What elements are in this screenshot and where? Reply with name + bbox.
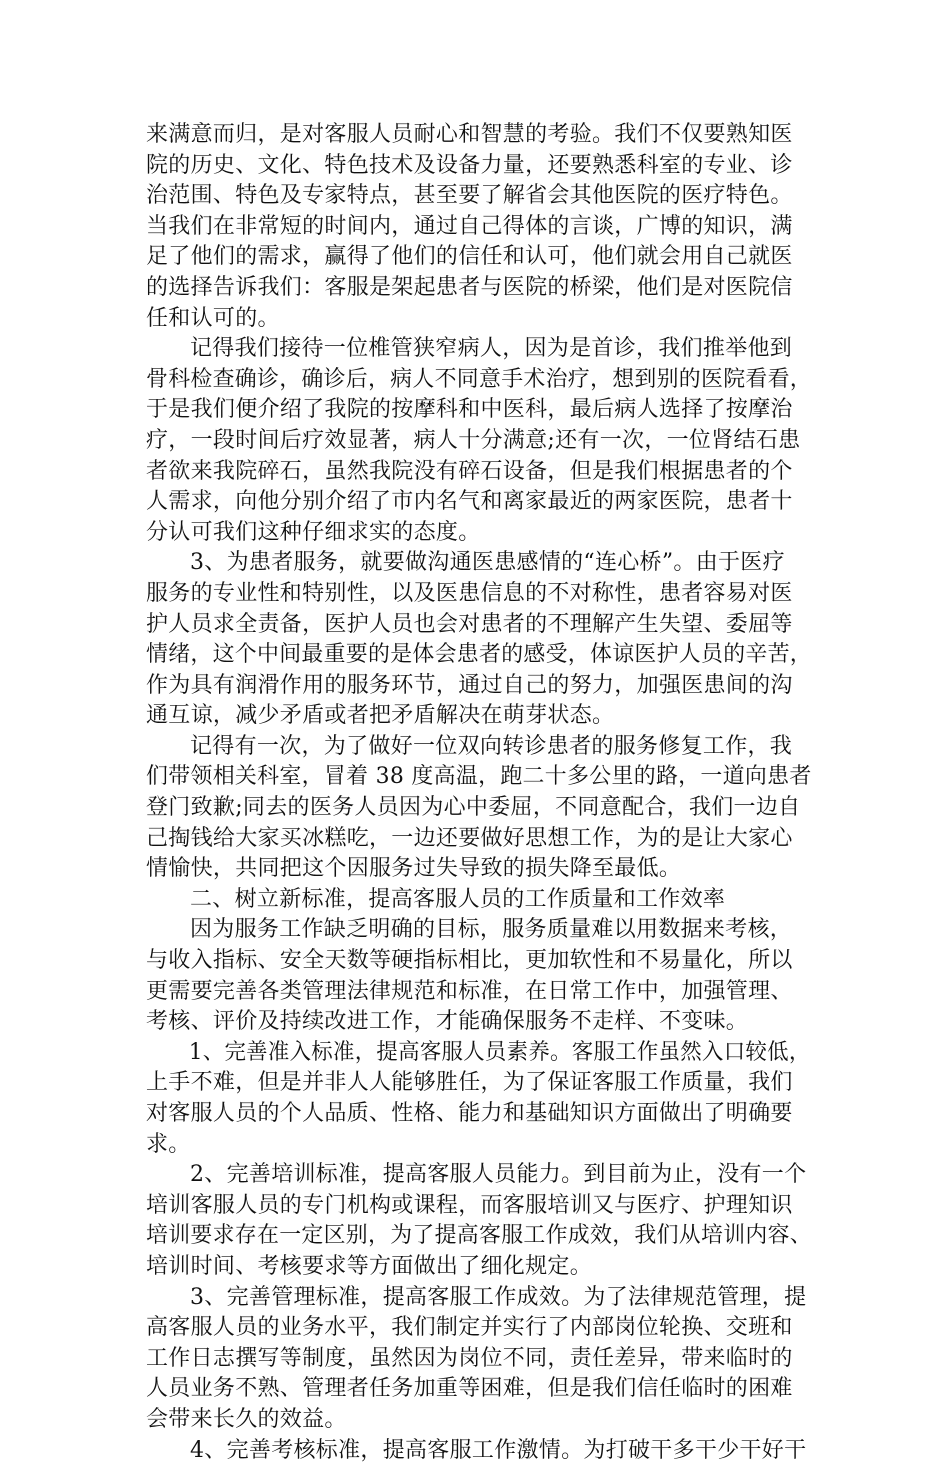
text-line: 当我们在非常短的时间内，通过自己得体的言谈，广博的知识，满 <box>146 213 793 239</box>
text-line: 疗，一段时间后疗效显著，病人十分满意;还有一次，一位肾结石患 <box>146 427 801 453</box>
text-line: 1、完善准入标准，提高客服人员素养。客服工作虽然入口较低， <box>188 1039 811 1065</box>
text-line: 记得有一次，为了做好一位双向转诊患者的服务修复工作，我 <box>190 733 793 759</box>
text-line: 登门致歉;同去的医务人员因为心中委屈，不同意配合，我们一边自 <box>146 795 801 821</box>
text-line: 培训客服人员的专门机构或课程，而客服培训又与医疗、护理知识 <box>146 1192 793 1218</box>
text-line: 的选择告诉我们：客服是架起患者与医院的桥梁，他们是对医院信 <box>146 274 793 300</box>
text-line: 因为服务工作缺乏明确的目标，服务质量难以用数据来考核， <box>190 917 793 943</box>
text-line: 者欲来我院碎石，虽然我院没有碎石设备，但是我们根据患者的个 <box>146 458 793 484</box>
text-line: 2、完善培训标准，提高客服人员能力。到目前为止，没有一个 <box>190 1162 807 1188</box>
text-line: 3、为患者服务，就要做沟通医患感情的“连心桥”。由于医疗 <box>190 550 785 576</box>
text-line: 记得我们接待一位椎管狭窄病人，因为是首诊，我们推举他到 <box>190 336 793 362</box>
text-line: 于是我们便介绍了我院的按摩科和中医科，最后病人选择了按摩治 <box>146 397 793 423</box>
text-line: 考核、评价及持续改进工作，才能确保服务不走样、不变味。 <box>146 1009 749 1035</box>
text-line: 人员业务不熟、管理者任务加重等困难，但是我们信任临时的困难 <box>146 1376 793 1402</box>
text-line: 对客服人员的个人品质、性格、能力和基础知识方面做出了明确要 <box>146 1101 793 1126</box>
text-line: 任和认可的。 <box>146 305 280 331</box>
text-line: 高客服人员的业务水平，我们制定并实行了内部岗位轮换、交班和 <box>146 1315 793 1341</box>
text-line: 更需要完善各类管理法律规范和标准，在日常工作中，加强管理、 <box>146 978 793 1004</box>
text-line: 足了他们的需求，赢得了他们的信任和认可，他们就会用自己就医 <box>146 244 793 270</box>
text-line: 二、树立新标准，提高客服人员的工作质量和工作效率 <box>190 886 726 912</box>
text-line: 工作日志撰写等制度，虽然因为岗位不同，责任差异，带来临时的 <box>146 1345 793 1371</box>
text-line: 求。 <box>146 1131 191 1157</box>
text-line: 情愉快，共同把这个因服务过失导致的损失降至最低。 <box>146 856 682 882</box>
text-line: 会带来长久的效益。 <box>146 1406 347 1432</box>
text-line: 培训时间、考核要求等方面做出了细化规定。 <box>146 1253 593 1279</box>
text-line: 人需求，向他分别介绍了市内名气和离家最近的两家医院，患者十 <box>146 489 793 515</box>
text-line: 骨科检查确诊，确诊后，病人不同意手术治疗，想到别的医院看看， <box>146 366 813 392</box>
text-line: 情绪，这个中间最重要的是体会患者的感受，体谅医护人员的辛苦， <box>146 642 813 668</box>
text-line: 分认可我们这种仔细求实的态度。 <box>146 519 481 545</box>
text-line: 们带领相关科室，冒着 38 度高温，跑二十多公里的路，一道向患者 <box>146 764 812 790</box>
text-line: 3、完善管理标准，提高客服工作成效。为了法律规范管理，提 <box>190 1284 807 1310</box>
text-line: 护人员求全责备，医护人员也会对患者的不理解产生失望、委屈等 <box>146 611 793 637</box>
text-line: 上手不难，但是并非人人能够胜任，为了保证客服工作质量，我们 <box>146 1070 793 1096</box>
text-line: 来满意而归，是对客服人员耐心和智慧的考验。我们不仅要熟知医 <box>146 122 793 147</box>
text-line: 服务的专业性和特别性，以及医患信息的不对称性，患者容易对医 <box>146 580 793 606</box>
document-body <box>146 120 812 1466</box>
text-line: 与收入指标、安全天数等硬指标相比，更加软性和不易量化，所以 <box>146 948 793 974</box>
text-line: 院的历史、文化、特色技术及设备力量，还要熟悉科室的专业、诊 <box>146 152 793 178</box>
text-line: 己掏钱给大家买冰糕吃，一边还要做好思想工作，为的是让大家心 <box>146 825 793 851</box>
text-line: 通互谅，减少矛盾或者把矛盾解决在萌芽状态。 <box>146 703 615 729</box>
text-line: 培训要求存在一定区别，为了提高客服工作成效，我们从培训内容、 <box>146 1223 813 1249</box>
text-line: 作为具有润滑作用的服务环节，通过自己的努力，加强医患间的沟 <box>146 672 793 698</box>
text-line: 治范围、特色及专家特点，甚至要了解省会其他医院的医疗特色。 <box>146 183 793 209</box>
text-line: 4、完善考核标准，提高客服工作激情。为打破干多干少干好干 <box>190 1437 807 1463</box>
